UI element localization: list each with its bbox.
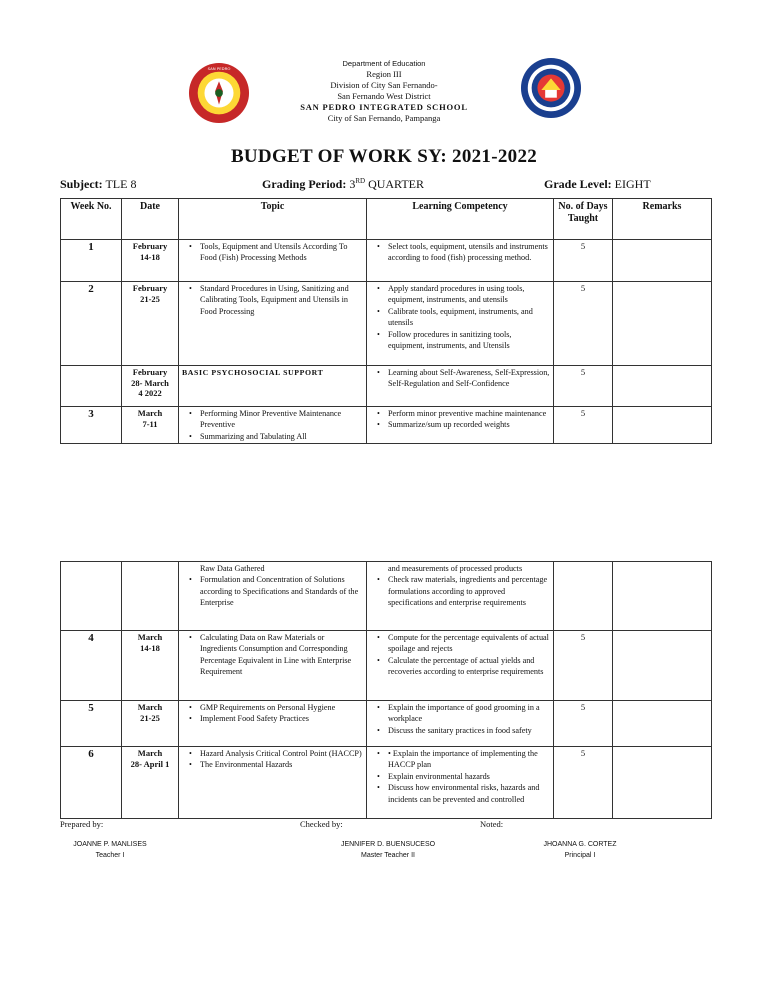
remarks-cell (613, 240, 712, 282)
grade-level-label: Grade Level: (544, 177, 612, 191)
grade-level-value: EIGHT (614, 177, 651, 191)
topic-cell: • Hazard Analysis Critical Control Point (HACCP) • The Environmental Hazards (179, 747, 367, 819)
prepared-name: JOANNE P. MANLISES (73, 841, 147, 848)
col-topic: Topic (179, 199, 367, 240)
checked-signatory (318, 839, 458, 861)
table-row (61, 631, 712, 701)
date-cell: March 21-25 (122, 701, 179, 747)
topic-cell: • Standard Procedures in Using, Sanitizing and Calibrating Tools, Equipment and Utensils in Food Processing (179, 282, 367, 366)
days-taught: 5 (554, 282, 613, 366)
noted-label: Noted: (480, 819, 504, 829)
week-number: 1 (61, 240, 122, 282)
week-number: 4 (61, 631, 122, 701)
noted-signatory (510, 839, 650, 861)
grading-period-value: QUARTER (368, 177, 425, 191)
remarks-cell (613, 366, 712, 407)
date-cell: February 14-18 (122, 240, 179, 282)
subject-label: Subject: (60, 177, 103, 191)
prepared-title: Teacher I (95, 852, 125, 859)
days-taught: 5 (554, 701, 613, 747)
col-week: Week No. (61, 199, 122, 240)
remarks-cell (613, 631, 712, 701)
topic-cell: Raw Data Gathered • Formulation and Concentration of Solutions according to Specifications and Standards of the Enterprise (179, 562, 367, 631)
subject-value: TLE 8 (105, 177, 137, 191)
budget-table-page2 (60, 561, 712, 819)
table-row (61, 747, 712, 819)
competency-cell: • Learning about Self-Awareness, Self-Expression, Self-Regulation and Self-Confidence (367, 366, 554, 407)
col-date: Date (122, 199, 179, 240)
remarks-cell (613, 747, 712, 819)
document-title: BUDGET OF WORK SY: 2021-2022 (230, 146, 538, 167)
budget-table-page1 (60, 198, 712, 444)
days-taught: 5 (554, 407, 613, 444)
topic-cell: • Calculating Data on Raw Materials or Ingredients Consumption and Corresponding Percentage Equivalent in Line with Enterprise Requirement (179, 631, 367, 701)
topic-cell: BASIC PSYCHOSOCIAL SUPPORT (179, 366, 367, 407)
noted-name: JHOANNA G. CORTEZ (543, 841, 617, 848)
table-row-continuation (61, 562, 712, 631)
prepared-signatory (40, 839, 180, 861)
date-cell: February 28- March 4 2022 (122, 366, 179, 407)
remarks-cell (613, 701, 712, 747)
topic-cell: • Performing Minor Preventive Maintenance Preventive • Summarizing and Tabulating All (179, 407, 367, 444)
days-taught: 5 (554, 631, 613, 701)
table-row (61, 240, 712, 282)
grading-period-suffix: RD (355, 177, 366, 185)
week-number: 3 (61, 407, 122, 444)
table-row (61, 407, 712, 444)
division: Division of City San Fernando- (330, 80, 438, 90)
region: Region III (366, 69, 402, 79)
col-days: No. of Days Taught (554, 199, 613, 240)
week-number (61, 366, 122, 407)
week-number: 6 (61, 747, 122, 819)
grading-period-label: Grading Period: (262, 177, 347, 191)
school-name: SAN PEDRO INTEGRATED SCHOOL (300, 102, 468, 112)
days-taught: 5 (554, 747, 613, 819)
remarks-cell (613, 407, 712, 444)
department-name: Department of Education (342, 59, 426, 68)
competency-cell: • Perform minor preventive machine maintenance • Summarize/sum up recorded weights (367, 407, 554, 444)
date-cell: February 21-25 (122, 282, 179, 366)
city: City of San Fernando, Pampanga (327, 113, 441, 123)
week-number: 5 (61, 701, 122, 747)
topic-cell: • GMP Requirements on Personal Hygiene • Implement Food Safety Practices (179, 701, 367, 747)
subject-field (60, 177, 136, 192)
week-number: 2 (61, 282, 122, 366)
checked-name: JENNIFER D. BUENSUCESO (340, 841, 436, 848)
school-header (200, 58, 568, 124)
competency-cell: and measurements of processed products • Check raw materials, ingredients and percentage formulations according to approved specifications and enterprise requirements (367, 562, 554, 631)
competency-cell: • Compute for the percentage equivalents of actual spoilage and rejects • Calculate the percentage of actual yields and recoveries according to enterprise requirements (367, 631, 554, 701)
date-cell: March 14-18 (122, 631, 179, 701)
competency-cell: • • Explain the importance of implementing the HACCP plan • Explain environmental hazards • Discuss how environmental risks, hazards and incidents can be prevented and controlled (367, 747, 554, 819)
district: San Fernando West District (337, 91, 431, 101)
days-taught: 5 (554, 240, 613, 282)
col-competency: Learning Competency (367, 199, 554, 240)
noted-title: Principal I (564, 852, 596, 859)
grading-period-number: 3 (349, 177, 356, 191)
grading-period-field (262, 177, 424, 192)
prepared-by-label: Prepared by: (60, 819, 104, 829)
table-row (61, 282, 712, 366)
checked-title: Master Teacher II (361, 852, 415, 859)
table-row (61, 701, 712, 747)
competency-cell: • Select tools, equipment, utensils and instruments according to food (fish) processing method. (367, 240, 554, 282)
competency-cell: • Explain the importance of good grooming in a workplace • Discuss the sanitary practices in food safety (367, 701, 554, 747)
days-taught: 5 (554, 366, 613, 407)
topic-cell: • Tools, Equipment and Utensils According To Food (Fish) Processing Methods (179, 240, 367, 282)
table-row (61, 366, 712, 407)
date-cell: March 7-11 (122, 407, 179, 444)
remarks-cell (613, 282, 712, 366)
grade-level-field (544, 177, 651, 192)
table-header-row (61, 199, 712, 240)
date-cell: March 28- April 1 (122, 747, 179, 819)
checked-by-label: Checked by: (300, 819, 343, 829)
competency-cell: • Apply standard procedures in using tools, equipment, instruments, and utensils • Calibrate tools, equipment, instruments, and utensils • Follow procedures in sanitizing tools, equipment, instruments, and Utensils (367, 282, 554, 366)
svg-text:SAN PEDRO: SAN PEDRO (207, 65, 231, 71)
col-remarks: Remarks (613, 199, 712, 240)
